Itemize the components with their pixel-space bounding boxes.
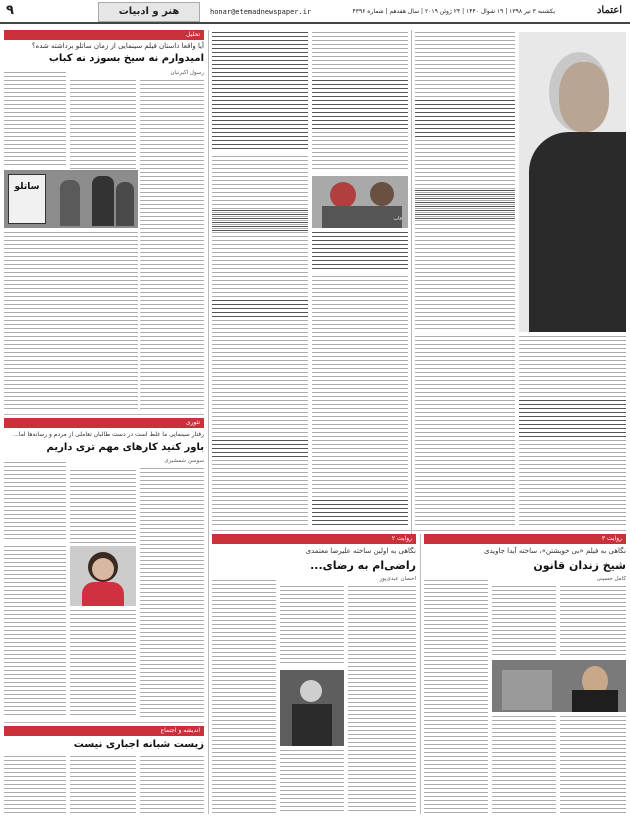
body-text xyxy=(140,468,204,718)
divider xyxy=(212,530,626,531)
body-text xyxy=(312,276,408,526)
portrait-photo xyxy=(70,546,136,606)
body-text xyxy=(492,586,556,656)
body-text xyxy=(4,72,66,167)
body-text xyxy=(424,580,488,814)
body-text xyxy=(4,232,138,410)
portrait-photo-large xyxy=(519,32,626,332)
divider xyxy=(4,414,204,415)
section-title: هنر و ادبیات xyxy=(98,2,200,22)
film-still-photo xyxy=(280,670,344,746)
divider xyxy=(420,534,421,814)
body-text xyxy=(140,80,204,410)
date-line: یکشنبه ۳ تیر ۱۳۹۸ | ۱۹ شوال ۱۴۴۰ | ۲۴ ژوئن ۲۰۱۹ | سال هفدهم | شماره ۴۳۹۶ xyxy=(352,8,555,15)
highlight-text xyxy=(519,400,626,440)
article-author: سوسن شمشیری xyxy=(164,458,204,464)
body-text xyxy=(492,716,556,814)
center-photo xyxy=(312,176,408,228)
article-author: رسول اکبرنیان xyxy=(170,70,204,76)
highlight-text xyxy=(212,440,308,458)
article-title: زیست شبانه اجباری نیست xyxy=(73,739,204,750)
article-subtitle: نگاهی به فیلم «بی خویشتن»، ساخته آیدا جاویدی xyxy=(483,547,626,555)
body-text xyxy=(70,80,136,175)
tag-analysis: تحلیل xyxy=(4,30,204,40)
divider xyxy=(208,30,209,814)
highlight-text xyxy=(312,80,408,130)
body-text xyxy=(70,470,136,550)
article-subtitle: آیا واقعا داستان فیلم سینمایی از زمان ساتلو برداشته شده؟ xyxy=(31,42,204,50)
highlight-text xyxy=(212,210,308,232)
body-text xyxy=(560,716,626,814)
article-author: احسان عبدی‌پور xyxy=(379,576,416,582)
body-text xyxy=(140,756,204,814)
body-text xyxy=(4,462,66,542)
highlight-text xyxy=(312,500,408,526)
body-text xyxy=(560,586,626,656)
tag-story-2: روایت ۲ xyxy=(212,534,416,544)
divider xyxy=(411,30,412,535)
highlight-text xyxy=(415,190,515,220)
body-text xyxy=(70,610,136,718)
section-email[interactable]: honar@etemadnewspaper.ir xyxy=(210,8,312,16)
body-text xyxy=(212,580,276,814)
highlight-text xyxy=(415,100,515,140)
poster-title: ساتلو xyxy=(14,182,40,192)
page-header xyxy=(0,0,630,24)
body-text xyxy=(280,586,344,666)
highlight-text xyxy=(212,300,308,318)
article-subtitle: نگاهی به اولین ساخته علیرضا معتمدی xyxy=(305,547,416,555)
body-text xyxy=(212,32,308,152)
body-text xyxy=(70,756,136,814)
article-title: امیدوارم نه سیخ بسوزد نه کباب xyxy=(48,53,204,64)
film-still-photo xyxy=(492,660,626,712)
photo-caption: قاب xyxy=(393,216,402,222)
body-text xyxy=(415,336,515,526)
tag-theory: تئوری xyxy=(4,418,204,428)
body-text xyxy=(4,546,66,718)
highlight-text xyxy=(312,232,408,272)
article-photo xyxy=(4,170,138,228)
page-number: ۹ xyxy=(6,3,14,18)
tag-story-3: روایت ۳ xyxy=(424,534,626,544)
divider xyxy=(4,722,204,723)
article-author: کامل حسینی xyxy=(596,576,626,582)
newspaper-logo: اعتماد xyxy=(596,5,622,16)
body-text xyxy=(4,756,66,814)
article-subtitle: رفتار سینمایی ما غلط است در دست طالبان تعاملی از مردم و رسانه‌ها اما... xyxy=(13,431,204,438)
article-title: باور کنید کارهای مهم تری داریم xyxy=(46,442,204,453)
tag-thought: اندیشه و اجتماع xyxy=(4,726,204,736)
body-text xyxy=(348,586,416,814)
article-title: راضی‌ام به رضای... xyxy=(310,559,416,572)
body-text xyxy=(415,32,515,332)
body-text xyxy=(280,750,344,814)
article-title: شیخ زندان قانون xyxy=(533,559,626,572)
